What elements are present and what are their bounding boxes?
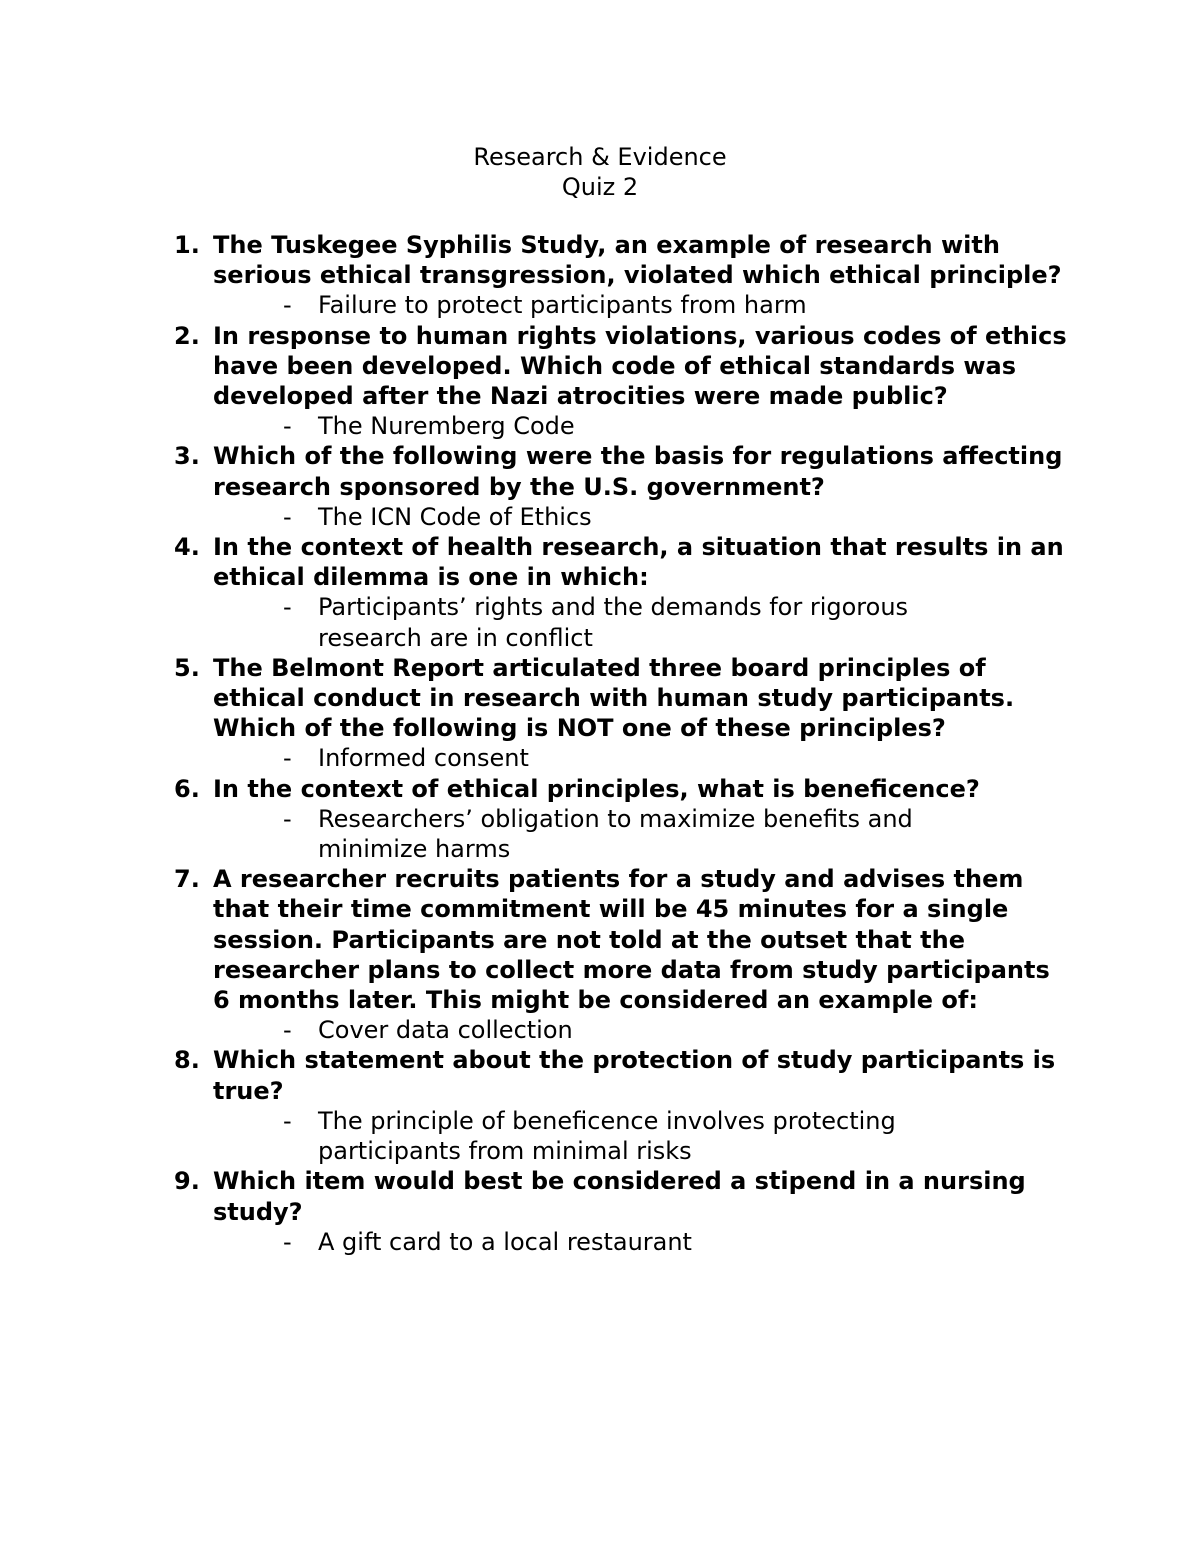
question-number: 4. [174, 533, 200, 562]
answer-bullet: - [283, 412, 292, 441]
answer-item [0, 743, 1200, 773]
answer-bullet: - [283, 291, 292, 320]
question-item [0, 1166, 1200, 1257]
answer-text: Cover data collection [318, 1016, 573, 1045]
document-subtitle: Quiz 2 [561, 173, 639, 201]
question-text: In the context of health research, a situation that results in an ethical dilemma is one in which: [213, 533, 1064, 592]
answer-text: Failure to protect participants from harm [318, 291, 807, 320]
answer-text: The Nuremberg Code [318, 412, 575, 441]
question-item [0, 774, 1200, 865]
question-text: The Belmont Report articulated three board principles of ethical conduct in research with human study participants. Which of the following is NOT one of these principles? [213, 653, 1015, 743]
answer-text: The ICN Code of Ethics [318, 502, 592, 531]
question-text: A researcher recruits patients for a study and advises them that their time commitment will be 45 minutes for a single session. Participants are not told at the outset that the researcher plans to collect more data from study participants 6 months later. This might be considered an example of: [213, 865, 1050, 1015]
question-item [0, 532, 1200, 653]
question-number: 9. [174, 1167, 200, 1196]
answer-item [0, 804, 1200, 864]
answer-item [0, 502, 1200, 532]
question-number: 8. [174, 1046, 200, 1075]
answer-text: The principle of beneficence involves protecting participants from minimal risks [318, 1106, 896, 1166]
answer-bullet: - [283, 804, 292, 833]
question-item [0, 441, 1200, 532]
answer-text: A gift card to a local restaurant [318, 1227, 692, 1256]
answer-bullet: - [283, 1227, 292, 1256]
question-text: Which of the following were the basis for regulations affecting research sponsored by the U.S. government? [213, 442, 1063, 501]
question-number: 5. [174, 653, 200, 682]
question-item [0, 230, 1200, 321]
answer-bullet: - [283, 744, 292, 773]
answer-item [0, 1015, 1200, 1045]
question-text: The Tuskegee Syphilis Study, an example of research with serious ethical transgression, violated which ethical principle? [213, 231, 1062, 290]
document-title: Research & Evidence [473, 143, 727, 171]
answer-bullet: - [283, 1106, 292, 1135]
answer-item [0, 1106, 1200, 1166]
answer-bullet: - [283, 1016, 292, 1045]
question-text: In the context of ethical principles, what is beneficence? [213, 774, 980, 803]
question-number: 7. [174, 865, 200, 894]
question-number: 2. [174, 321, 200, 350]
question-number: 6. [174, 774, 200, 803]
answer-item [0, 592, 1200, 652]
question-number: 3. [174, 442, 200, 471]
question-item [0, 321, 1200, 442]
question-text: Which statement about the protection of study participants is true? [213, 1046, 1056, 1105]
answer-text: Researchers’ obligation to maximize benefits and minimize harms [318, 804, 913, 864]
question-text: In response to human rights violations, various codes of ethics have been developed. Which code of ethical standards was developed after the Nazi atrocities were made public? [213, 321, 1067, 411]
answer-text: Participants’ rights and the demands for rigorous research are in conflict [318, 593, 909, 652]
answer-bullet: - [283, 502, 292, 531]
answer-bullet: - [283, 593, 292, 622]
question-text: Which item would best be considered a stipend in a nursing study? [213, 1167, 1026, 1226]
answer-text: Informed consent [318, 744, 529, 773]
answer-item [0, 290, 1200, 320]
question-number: 1. [174, 231, 200, 259]
question-item [0, 1045, 1200, 1166]
answer-item [0, 1227, 1200, 1257]
answer-item [0, 411, 1200, 441]
question-item [0, 864, 1200, 1045]
question-list [0, 230, 1200, 1257]
question-item [0, 653, 1200, 774]
